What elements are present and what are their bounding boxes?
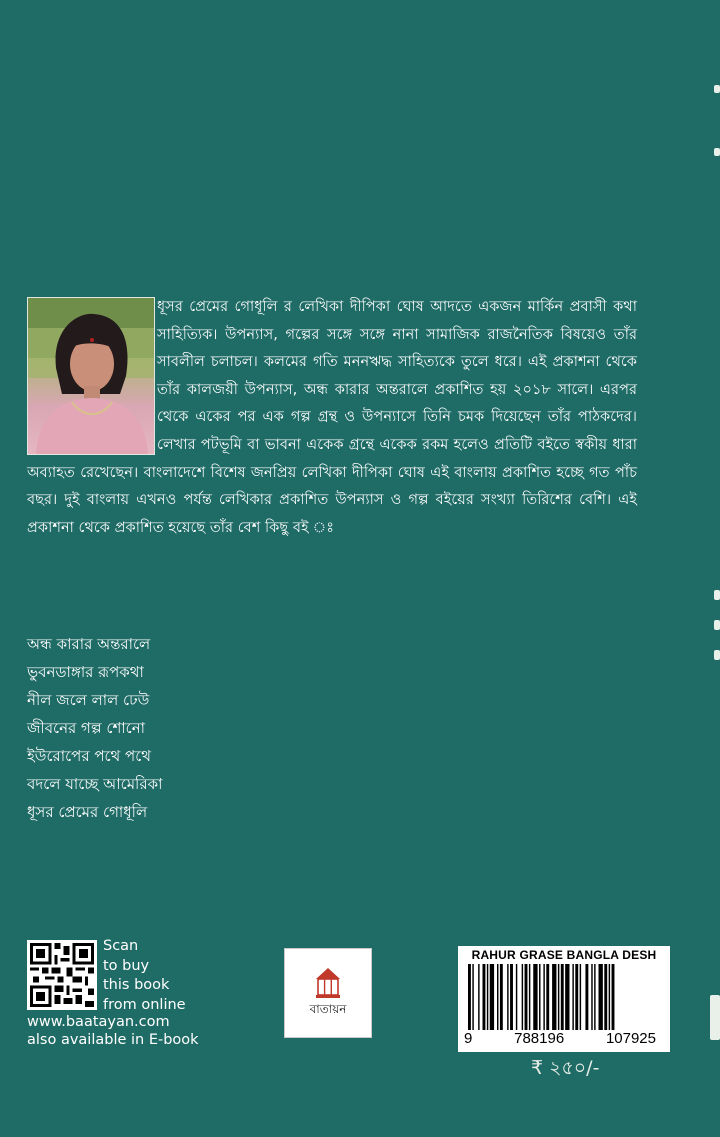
edge-mark xyxy=(714,620,720,630)
barcode-bars xyxy=(468,964,660,1030)
publisher-web-info xyxy=(27,1013,199,1049)
ebook-note: also available in E-book xyxy=(27,1032,199,1048)
barcode-digit-group: 788196 xyxy=(514,1030,565,1047)
barcode-bar xyxy=(483,964,486,1030)
author-bio xyxy=(27,293,637,541)
barcode-bar xyxy=(507,964,508,1030)
barcode-digit-group: 107925 xyxy=(605,1030,656,1047)
scan-line: this book xyxy=(103,977,170,993)
barcode-bar xyxy=(543,964,544,1030)
isbn-barcode xyxy=(458,946,670,1052)
photo-spacer xyxy=(27,293,157,458)
edge-mark xyxy=(714,590,720,600)
publisher-logo-text: বাতায়ন xyxy=(309,1002,347,1016)
barcode-bar xyxy=(594,964,595,1030)
barcode-bar xyxy=(472,964,473,1030)
barcode-title: RAHUR GRASE BANGLA DESH xyxy=(471,948,657,962)
barcode-bar xyxy=(591,964,592,1030)
barcode-digits xyxy=(462,1030,666,1047)
list-item: নীল জলে লাল ঢেউ xyxy=(27,691,150,709)
list-item: অন্ধ কারার অন্তরালে xyxy=(27,635,151,653)
edge-mark xyxy=(710,995,720,1040)
edge-mark xyxy=(714,85,720,93)
book-list xyxy=(27,630,162,826)
barcode-bar xyxy=(478,964,479,1030)
barcode-bar xyxy=(552,964,556,1030)
scan-line: Scan xyxy=(103,938,139,954)
barcode-bar xyxy=(487,964,488,1030)
window-logo-icon xyxy=(313,965,343,999)
bio-text: ধূসর প্রেমের গোধূলি র লেখিকা দীপিকা ঘোষ আদতে একজন মার্কিন প্রবাসী কথা সাহিত্যিক। উপন্যাস, গল্পের সঙ্গে সঙ্গে নানা সামাজিক রাজনৈতিক বিষয়েও তাঁর সাবলীল চলাচল। কলমের গতি মননঋদ্ধ সাহিত্যকে তুলে ধরে। এই প্রকাশনা থেকে তাঁর কালজয়ী উপন্যাস, অন্ধ কারার অন্তরালে প্রকাশিত হয় ২০১৮ সালে। এরপর থেকে একের পর এক গল্প গ্রন্থ ও উপন্যাসে তিনি চমক দিয়েছেন তাঁর পাঠকদের। লেখার পটভূমি বা ভাবনা একেক গ্রন্থে একেক রকম হলেও প্রতিটি বইতে স্বকীয় ধারা অব্যাহত রেখেছেন। বাংলাদেশে বিশেষ জনপ্রিয় লেখিকা দীপিকা ঘোষ এই বাংলায় প্রকাশিত হচ্ছে গত পাঁচ বছর। দুই বাংলায় এখনও পর্যন্ত লেখিকার প্রকাশিত উপন্যাস ও গল্প বইয়ের সংখ্যা তিরিশের বেশি। এই প্রকাশনা থেকে প্রকাশিত হয়েছে তাঁর বেশ কিছু বই ঃ xyxy=(27,298,637,536)
list-item: ধূসর প্রেমের গোধূলি xyxy=(27,803,148,821)
barcode-digit-first: 9 xyxy=(464,1030,473,1047)
barcode-bar xyxy=(546,964,549,1030)
barcode-bar xyxy=(516,964,517,1030)
barcode-bar xyxy=(539,964,540,1030)
price-label: ₹ ২৫০/- xyxy=(531,1057,600,1079)
scan-line: to buy xyxy=(103,957,150,974)
barcode-bar xyxy=(525,964,528,1030)
list-item: বদলে যাচ্ছে আমেরিকা xyxy=(27,775,163,793)
barcode-bar xyxy=(468,964,471,1030)
publisher-logo xyxy=(284,948,372,1038)
barcode-bar xyxy=(510,964,513,1030)
barcode-bar xyxy=(497,964,498,1030)
barcode-bar xyxy=(561,964,564,1030)
barcode-bar xyxy=(604,964,607,1030)
barcode-bar xyxy=(500,964,503,1030)
barcode-bar xyxy=(580,964,581,1030)
scan-line: from online xyxy=(103,996,186,1013)
edge-mark xyxy=(714,148,720,156)
barcode-bar xyxy=(612,964,615,1030)
barcode-bar xyxy=(490,964,494,1030)
barcode-bar xyxy=(572,964,573,1030)
qr-code[interactable] xyxy=(27,940,97,1010)
list-item: জীবনের গল্প শোনো xyxy=(27,719,146,737)
barcode-bar xyxy=(565,964,569,1030)
barcode-bar xyxy=(529,964,530,1030)
barcode-bar xyxy=(599,964,603,1030)
barcode-bar xyxy=(558,964,559,1030)
website-link[interactable]: www.baatayan.com xyxy=(27,1014,170,1030)
barcode-bar xyxy=(609,964,610,1030)
barcode-bar xyxy=(575,964,578,1030)
edge-mark xyxy=(714,650,720,660)
barcode-bar xyxy=(585,964,588,1030)
barcode-bar xyxy=(522,964,523,1030)
barcode-bar xyxy=(533,964,537,1030)
list-item: ভুবনডাঙ্গার রূপকথা xyxy=(27,663,144,681)
scan-instructions xyxy=(103,937,186,1015)
qr-code-icon xyxy=(30,943,94,1007)
list-item: ইউরোপের পথে পথে xyxy=(27,747,151,765)
